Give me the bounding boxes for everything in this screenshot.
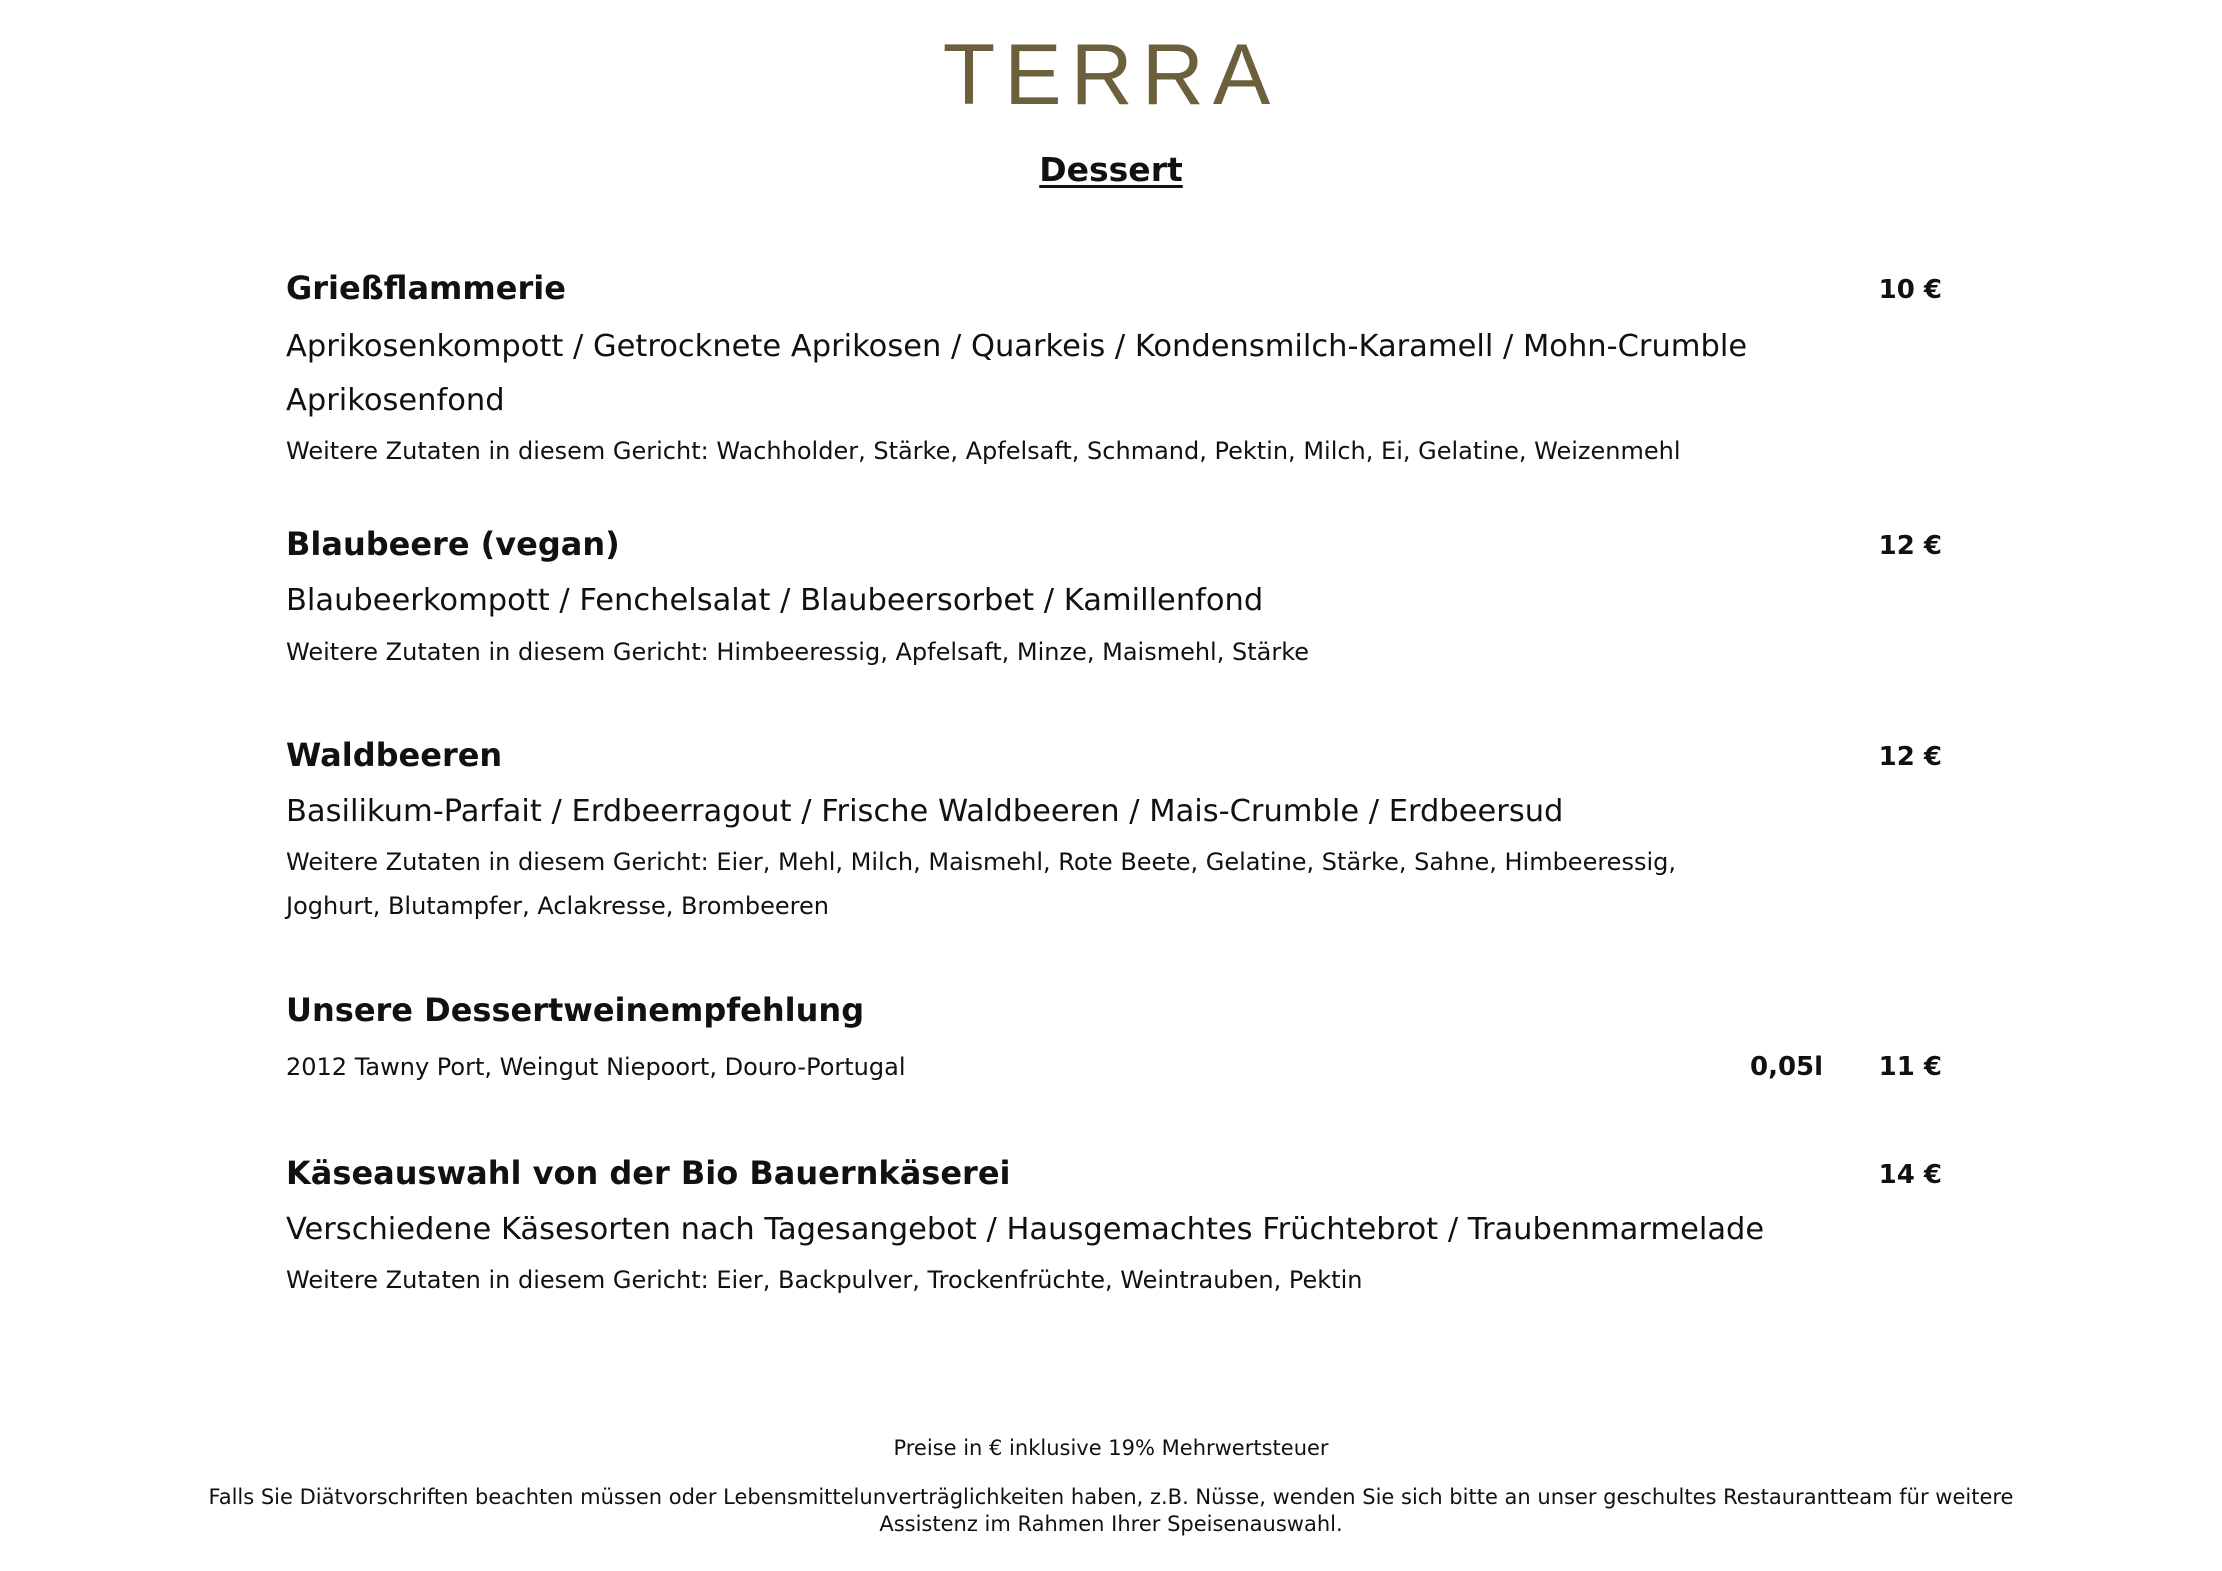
wine-volume: 0,05l bbox=[1750, 1052, 1824, 1082]
menu-item-name: Grießflammerie bbox=[286, 269, 566, 307]
menu-item-description bbox=[286, 1203, 1786, 1257]
menu-item-price: 12 € bbox=[1878, 531, 1942, 561]
allergy-note: Falls Sie Diätvorschriften beachten müssen oder Lebensmittelunverträglichkeiten haben, z.B. Nüsse, wenden Sie sich bitte an unser geschultes Restaurantteam für weitere Assistenz im Rahmen Ihrer Speisenauswahl. bbox=[208, 1485, 2014, 1536]
description-line: Blaubeerkompott / Fenchelsalat / Blaubeersorbet / Kamillenfond bbox=[286, 583, 1264, 618]
menu-item-ingredients: Weitere Zutaten in diesem Gericht: Eier, Mehl, Milch, Maismehl, Rote Beete, Gelatine, Stärke, Sahne, Himbeeressig, Joghurt, Blutampfer, Aclakresse, Brombeeren bbox=[286, 848, 1676, 920]
restaurant-logo: TERRA bbox=[942, 27, 1280, 123]
menu-item-name: Unsere Dessertweinempfehlung bbox=[286, 991, 865, 1029]
menu-item-description bbox=[286, 574, 1786, 628]
menu-item-description bbox=[286, 785, 1786, 839]
menu-item-ingredients: Weitere Zutaten in diesem Gericht: Wachholder, Stärke, Apfelsaft, Schmand, Pektin, Milch, Ei, Gelatine, Weizenmehl bbox=[286, 437, 1681, 465]
menu-item-name: Blaubeere (vegan) bbox=[286, 525, 620, 563]
description-line: Basilikum-Parfait / Erdbeerragout / Frische Waldbeeren / Mais-Crumble / Erdbeersud bbox=[286, 794, 1564, 829]
menu-item-price: 12 € bbox=[1878, 742, 1942, 772]
menu-item-name: Waldbeeren bbox=[286, 736, 503, 774]
menu-item-ingredients: Weitere Zutaten in diesem Gericht: Eier, Backpulver, Trockenfrüchte, Weintrauben, Pektin bbox=[286, 1266, 1363, 1294]
menu-item-description bbox=[286, 320, 1786, 428]
description-line: Verschiedene Käsesorten nach Tagesangebot / Hausgemachtes Früchtebrot / Traubenmarmelade bbox=[286, 1212, 1765, 1247]
section-title: Dessert bbox=[1039, 150, 1183, 189]
menu-item-ingredients: Weitere Zutaten in diesem Gericht: Himbeeressig, Apfelsaft, Minze, Maismehl, Stärke bbox=[286, 638, 1310, 666]
description-line: Aprikosenfond bbox=[286, 383, 505, 418]
menu-item-price: 14 € bbox=[1878, 1160, 1942, 1190]
menu-item-price: 10 € bbox=[1878, 275, 1942, 305]
menu-item-name: Käseauswahl von der Bio Bauernkäserei bbox=[286, 1154, 1011, 1192]
menu-item-price: 11 € bbox=[1878, 1052, 1942, 1082]
description-line: Aprikosenkompott / Getrocknete Aprikosen / Quarkeis / Kondensmilch-Karamell / Mohn-Crumble bbox=[286, 329, 1748, 364]
tax-note: Preise in € inklusive 19% Mehrwertsteuer bbox=[893, 1436, 1329, 1460]
wine-description: 2012 Tawny Port, Weingut Niepoort, Douro-Portugal bbox=[286, 1053, 906, 1081]
